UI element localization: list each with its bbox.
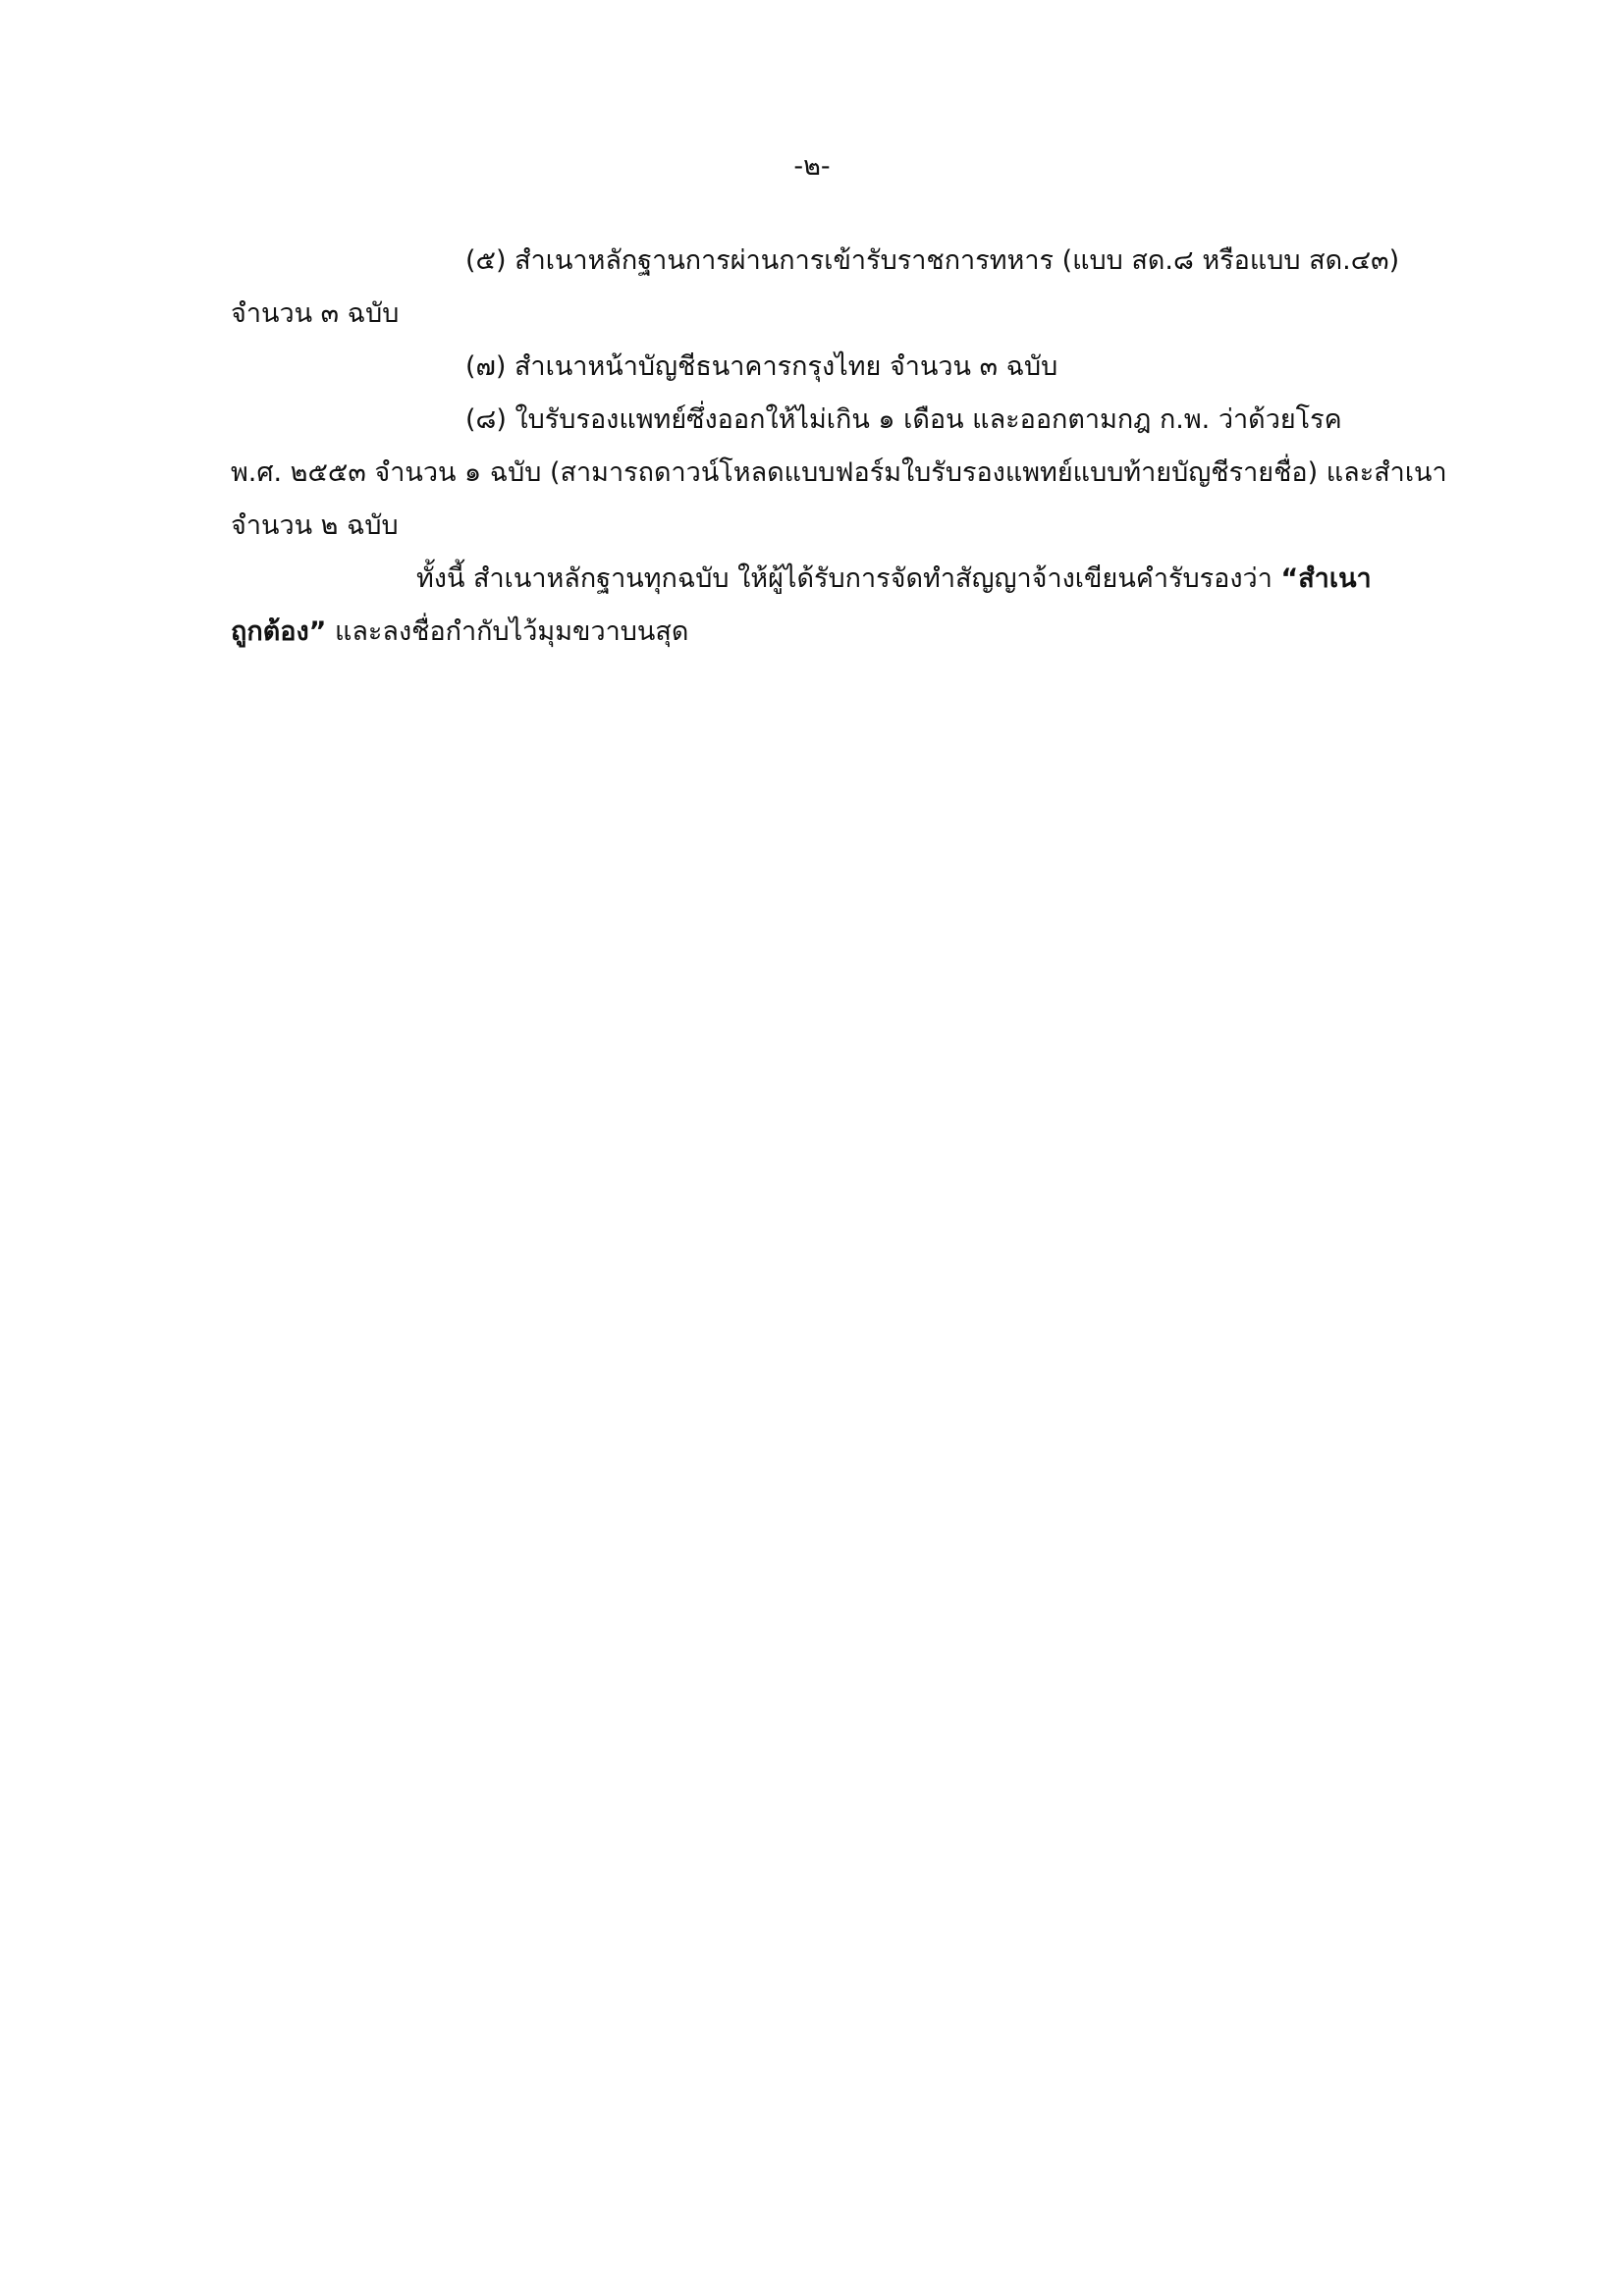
item-7-line-1: (๗) สำเนาหน้าบัญชีธนาคารกรุงไทย จำนวน ๓ ฉบับ <box>465 351 1058 382</box>
note-line-1-text: ทั้งนี้ สำเนาหลักฐานทุกฉบับ ให้ผู้ได้รับการจัดทำสัญญาจ้างเขียนคำรับรองว่า <box>416 563 1281 594</box>
item-5-line-2: จำนวน ๓ ฉบับ <box>231 298 400 329</box>
item-8-line-2: พ.ศ. ๒๕๕๓ จำนวน ๑ ฉบับ (สามารถดาวน์โหลดแบบฟอร์มใบรับรองแพทย์แบบท้ายบัญชีรายชื่อ) และสำเนา <box>231 457 1447 488</box>
item-8-line-1: (๘) ใบรับรองแพทย์ซึ่งออกให้ไม่เกิน ๑ เดือน และออกตามกฎ ก.พ. ว่าด้วยโรค <box>465 404 1342 435</box>
item-5-line-1: (๕) สำเนาหลักฐานการผ่านการเข้ารับราชการทหาร (แบบ สด.๘ หรือแบบ สด.๔๓) <box>465 245 1400 276</box>
item-8-line-3: จำนวน ๒ ฉบับ <box>231 510 399 541</box>
note-line-2-text: และลงชื่อกำกับไว้มุมขวาบนสุด <box>326 616 689 647</box>
note-line-1 <box>416 561 1372 597</box>
note-line-2 <box>231 614 688 650</box>
note-emphasis-start: “สำเนา <box>1280 563 1372 594</box>
page-number: -๒- <box>793 151 831 182</box>
note-emphasis-end: ถูกต้อง” <box>231 616 327 647</box>
